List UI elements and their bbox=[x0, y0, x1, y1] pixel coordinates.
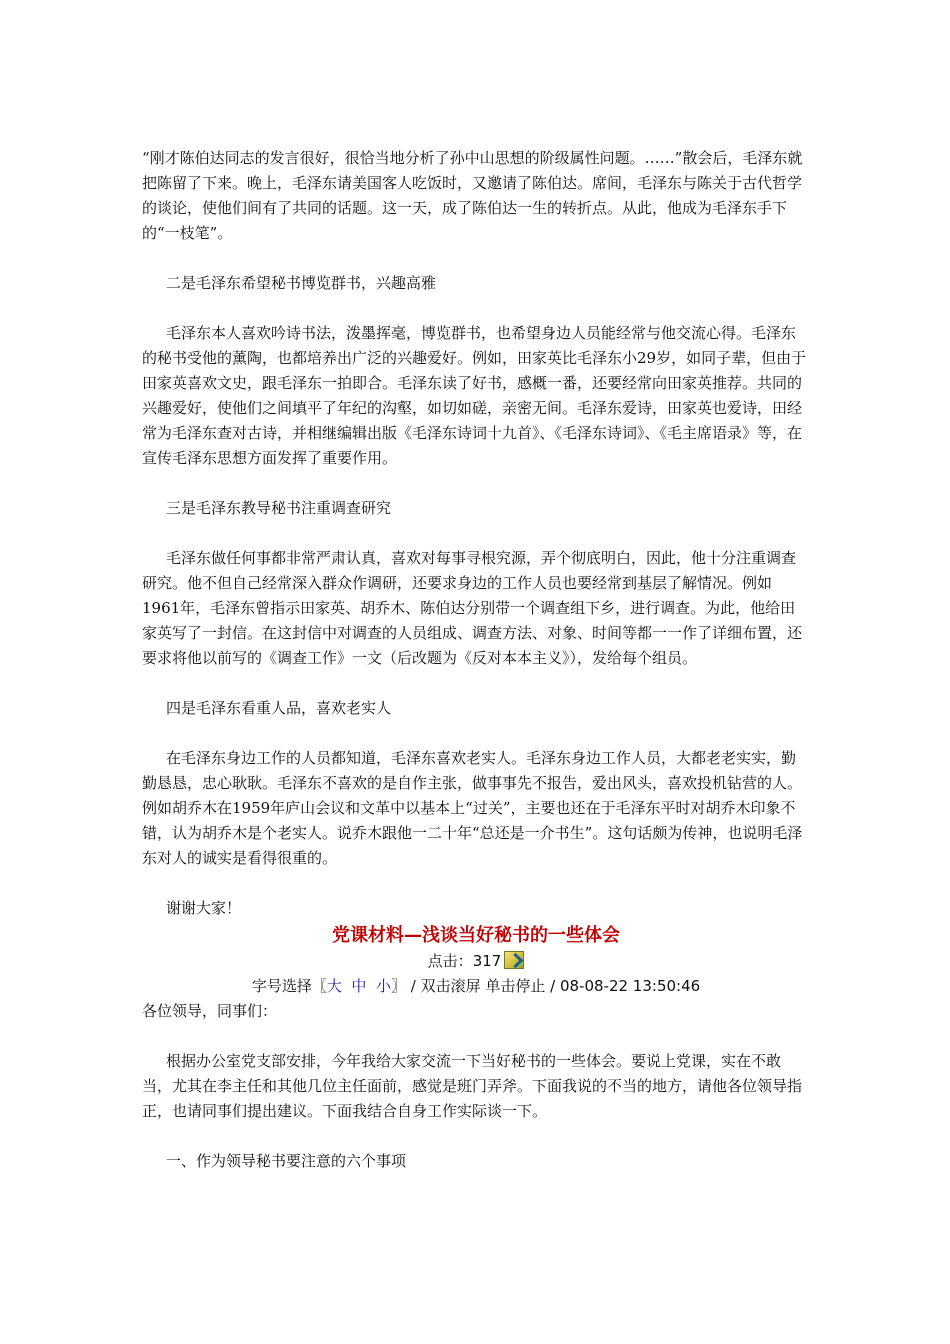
font-size-row bbox=[142, 974, 810, 999]
paragraph-4: 在毛泽东身边工作的人员都知道，毛泽东喜欢老实人。毛泽东身边工作人员，大都老老实实，勤勤恳恳，忠心耿耿。毛泽东不喜欢的是自作主张，做事事先不报告，爱出风头，喜欢投机钻营的人。例如胡乔木在1959年庐山会议和文革中以基本上“过关”，主要也还在于毛泽东平时对胡乔木印象不错，认为胡乔木是个老实人。说乔木跟他一二十年“总还是一介书生”。这句话颇为传神，也说明毛泽东对人的诚实是看得很重的。 bbox=[142, 749, 803, 867]
paragraph-3: 毛泽东做任何事都非常严肃认真，喜欢对每事寻根究源，弄个彻底明白，因此，他十分注重调查研究。他不但自己经常深入群众作调研，还要求身边的工作人员也要经常到基层了解情况。例如1961年，毛泽东曾指示田家英、胡乔木、陈伯达分别带一个调查组下乡，进行调查。为此，他给田家英写了一封信。在这封信中对调查的人员组成、调查方法、对象、时间等都一一作了详细布置，还要求将他以前写的《调查工作》一文（后改题为《反对本本主义》），发给每个组员。 bbox=[142, 549, 803, 667]
hits-row bbox=[142, 949, 810, 974]
paragraph-intro: “刚才陈伯达同志的发言很好，很恰当地分析了孙中山思想的阶级属性问题。……”散会后，毛泽东就把陈留了下来。晚上，毛泽东请美国客人吃饭时，又邀请了陈伯达。席间，毛泽东与陈关于古代哲学的谈论，使他们间有了共同的话题。这一天，成了陈伯达一生的转折点。从此，他成为毛泽东手下的“一枝笔”。 bbox=[142, 149, 803, 242]
font-size-large-link[interactable]: 大 bbox=[326, 977, 342, 995]
thanks-line: 谢谢大家！ bbox=[166, 899, 242, 917]
font-select-prefix: 字号选择〖 bbox=[251, 977, 327, 995]
font-select-suffix: 〗 bbox=[390, 977, 406, 995]
article2-paragraph-1: 根据办公室党支部安排，今年我给大家交流一下当好秘书的一些体会。要说上党课，实在不敢当，尤其在李主任和其他几位主任面前，感觉是班门弄斧。下面我说的不当的地方，请他各位领导指正，也请同事们提出建议。下面我结合自身工作实际谈一下。 bbox=[142, 1052, 803, 1120]
section-heading-4: 四是毛泽东看重人品，喜欢老实人 bbox=[166, 699, 392, 717]
hits-label: 点击： bbox=[427, 952, 473, 970]
section-heading-2: 二是毛泽东希望秘书博览群书，兴趣高雅 bbox=[166, 274, 437, 292]
section-heading-3: 三是毛泽东教导秘书注重调查研究 bbox=[166, 499, 392, 517]
font-size-small-link[interactable]: 小 bbox=[375, 977, 391, 995]
article2-heading-1: 一、作为领导秘书要注意的六个事项 bbox=[166, 1152, 407, 1170]
publish-datetime: / 08-08-22 13:50:46 bbox=[550, 977, 701, 995]
article-title: 党课材料—浅谈当好秘书的一些体会 bbox=[332, 925, 620, 946]
hits-count: 317 bbox=[472, 952, 502, 970]
paragraph-2: 毛泽东本人喜欢吟诗书法，泼墨挥毫，博览群书，也希望身边人员能经常与他交流心得。毛泽东的秘书受他的薰陶，也都培养出广泛的兴趣爱好。例如，田家英比毛泽东小29岁，如同子辈，但由于田家英喜欢文史，跟毛泽东一拍即合。毛泽东读了好书，感概一番，还要经常向田家英推荐。共同的兴趣爱好，使他们之间填平了年纪的沟壑，如切如磋，亲密无间。毛泽东爱诗，田家英也爱诗，田经常为毛泽东查对古诗，并相继编辑出版《毛泽东诗词十九首》、《毛泽东诗词》、《毛主席语录》等，在宣传毛泽东思想方面发挥了重要作用。 bbox=[142, 324, 807, 467]
font-size-medium-link[interactable]: 中 bbox=[351, 977, 367, 995]
rss-icon[interactable] bbox=[504, 951, 524, 969]
greeting-line: 各位领导，同事们： bbox=[142, 1002, 278, 1020]
scroll-hint: / 双击滚屏 单击停止 bbox=[405, 977, 551, 995]
article-content bbox=[142, 146, 810, 1174]
